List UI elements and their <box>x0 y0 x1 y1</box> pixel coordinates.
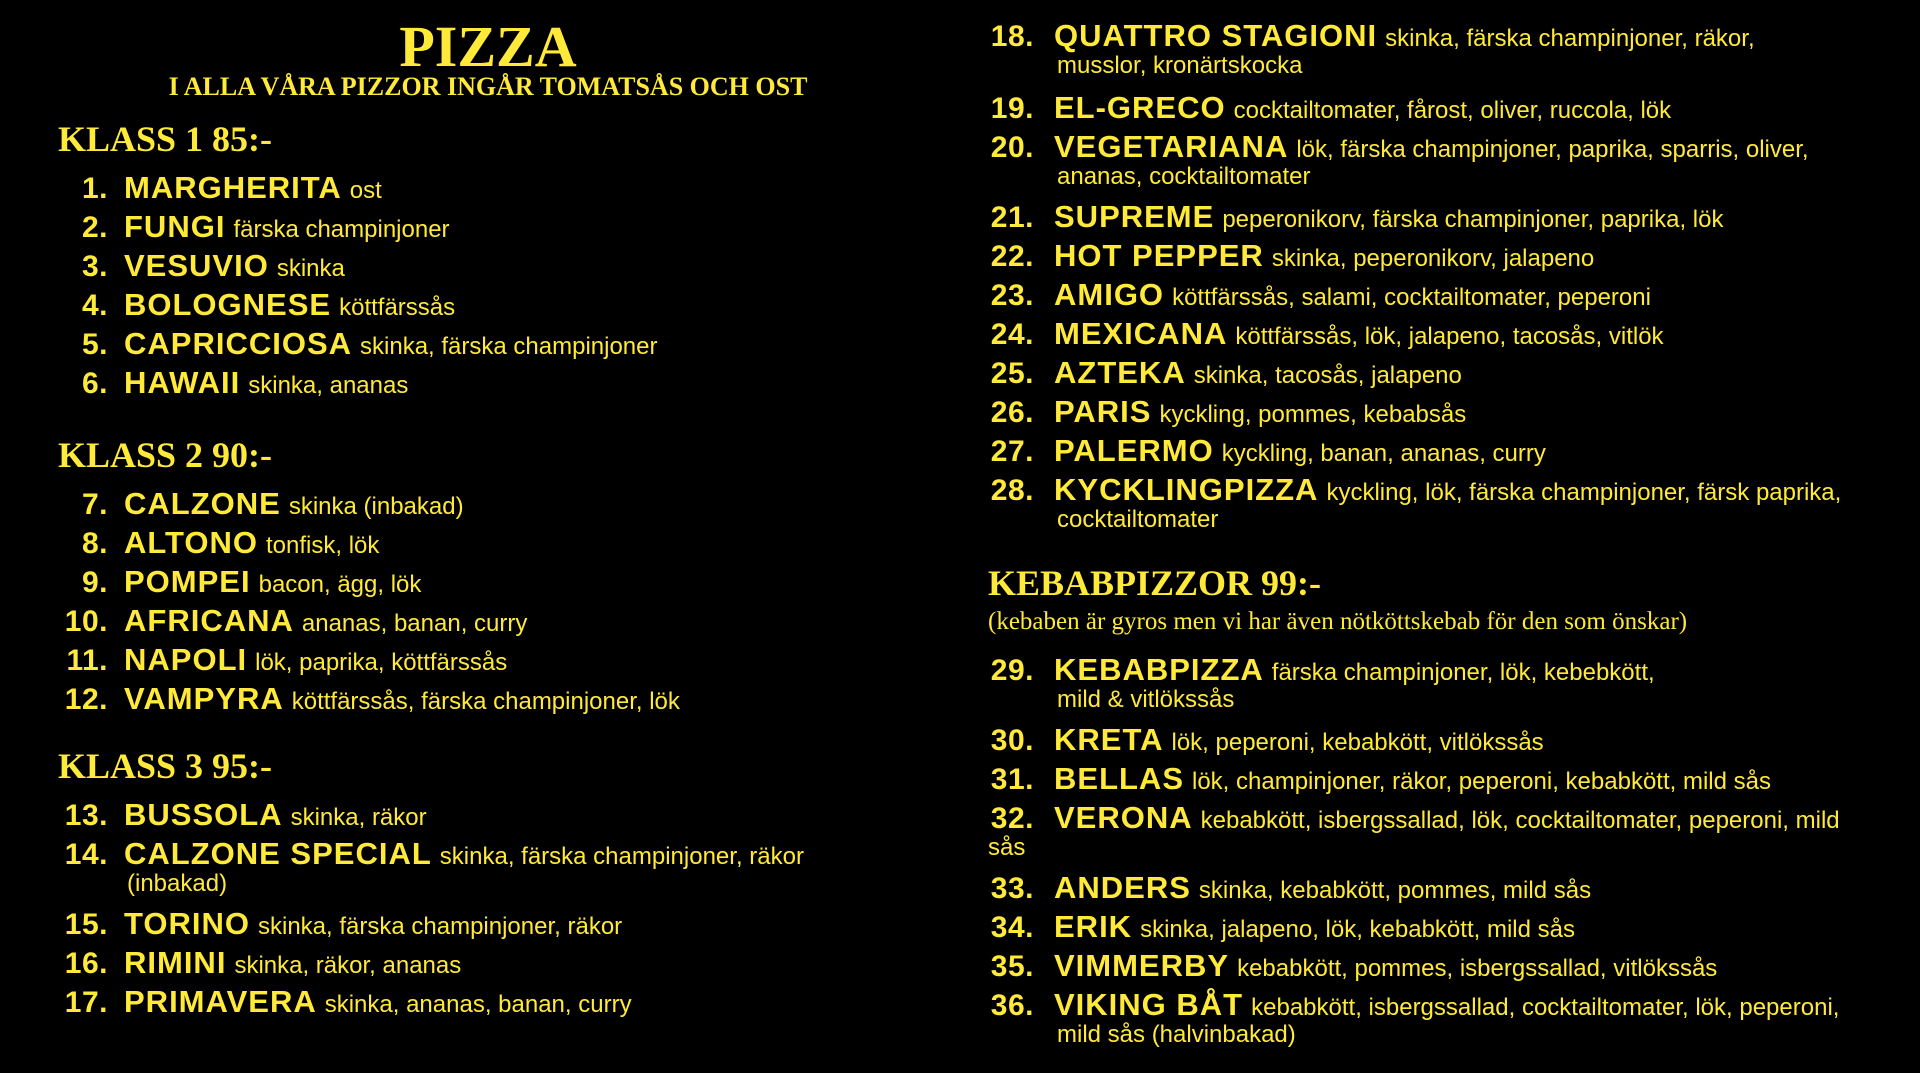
item-ingredients: kyckling, banan, ananas, curry <box>1221 440 1546 467</box>
item-name: HOT PEPPER <box>1054 238 1264 273</box>
item-number: 4. <box>81 289 108 322</box>
item-name: BUSSOLA <box>124 797 283 832</box>
menu-item <box>988 909 1575 945</box>
item-number: 6. <box>81 367 108 400</box>
item-name: SUPREME <box>1054 199 1215 234</box>
item-number: 36. <box>990 989 1034 1022</box>
item-name: MARGHERITA <box>124 170 342 205</box>
menu-item <box>988 18 1755 80</box>
item-number: 34. <box>990 911 1034 944</box>
item-name: BOLOGNESE <box>124 287 332 322</box>
item-number: 35. <box>990 950 1034 983</box>
item-ingredients-continued: mild sås (halvinbakad) <box>1057 1021 1296 1048</box>
menu-item <box>58 525 379 561</box>
item-ingredients: köttfärssås <box>339 294 456 321</box>
menu-item <box>988 800 1840 862</box>
item-number: 1. <box>81 172 108 205</box>
item-number: 32. <box>990 802 1034 835</box>
menu-item <box>988 238 1594 274</box>
menu-item <box>58 906 622 942</box>
menu-item <box>58 287 455 323</box>
item-number: 27. <box>990 435 1034 468</box>
item-name: QUATTRO STAGIONI <box>1054 18 1378 53</box>
item-ingredients: skinka, färska champinjoner, räkor <box>258 913 623 940</box>
item-ingredients: färska champinjoner, lök, kebebkött, <box>1271 659 1655 686</box>
item-ingredients: lök, färska champinjoner, paprika, sparris, oliver, <box>1296 136 1809 163</box>
item-number: 11. <box>66 644 108 677</box>
item-ingredients-continued: musslor, kronärtskocka <box>1057 52 1303 79</box>
item-ingredients: skinka, färska champinjoner, räkor <box>439 843 804 870</box>
item-number: 19. <box>990 92 1034 125</box>
item-ingredients: lök, champinjoner, räkor, peperoni, kebabkött, mild sås <box>1192 768 1771 795</box>
menu-item <box>58 945 461 981</box>
menu-subtitle: I ALLA VÅRA PIZZOR INGÅR TOMATSÅS OCH OST <box>168 72 808 101</box>
item-ingredients: kyckling, pommes, kebabsås <box>1159 401 1467 428</box>
item-ingredients: skinka, färska champinjoner, räkor, <box>1385 25 1755 52</box>
item-number: 14. <box>64 838 108 871</box>
menu-item <box>988 277 1651 313</box>
item-name: BELLAS <box>1054 761 1184 796</box>
item-ingredients: skinka (inbakad) <box>288 493 464 520</box>
menu-item <box>988 761 1771 797</box>
klass3-heading: KLASS 3 95:- <box>58 746 273 786</box>
item-number: 31. <box>990 763 1034 796</box>
item-number: 33. <box>990 872 1034 905</box>
menu-item <box>988 90 1671 126</box>
item-number: 24. <box>990 318 1034 351</box>
klass1-heading: KLASS 1 85:- <box>58 119 273 159</box>
item-name: VESUVIO <box>124 248 269 283</box>
item-name: ERIK <box>1054 909 1133 944</box>
item-number: 25. <box>990 357 1034 390</box>
item-number: 5. <box>81 328 108 361</box>
item-ingredients: cocktailtomater, fårost, oliver, ruccola, lök <box>1233 97 1672 124</box>
item-number: 17. <box>64 986 108 1019</box>
item-number: 20. <box>990 131 1034 164</box>
item-ingredients: ananas, banan, curry <box>301 610 528 637</box>
item-ingredients-continued: mild & vitlökssås <box>1057 686 1235 713</box>
item-name: AMIGO <box>1054 277 1165 312</box>
item-ingredients: ost <box>349 177 382 204</box>
item-ingredients: kyckling, lök, färska champinjoner, färsk paprika, <box>1326 479 1842 506</box>
item-name: AFRICANA <box>124 603 294 638</box>
item-name: VIKING BÅT <box>1054 987 1244 1022</box>
menu-item <box>58 642 507 678</box>
item-name: PRIMAVERA <box>124 984 317 1019</box>
menu-title: PIZZA <box>399 14 577 79</box>
item-number: 10. <box>64 605 108 638</box>
menu-item <box>58 209 450 245</box>
item-number: 28. <box>990 474 1034 507</box>
item-ingredients: köttfärssås, salami, cocktailtomater, peperoni <box>1172 284 1651 311</box>
item-name: VIMMERBY <box>1054 948 1230 983</box>
menu-item <box>988 316 1664 352</box>
item-name: NAPOLI <box>124 642 248 677</box>
menu-item <box>58 681 680 717</box>
menu-item <box>58 486 464 522</box>
menu-item <box>988 722 1544 758</box>
menu-item <box>988 129 1809 191</box>
item-name: KYCKLINGPIZZA <box>1054 472 1319 507</box>
item-number: 30. <box>990 724 1034 757</box>
item-name: VERONA <box>1054 800 1193 835</box>
item-number: 9. <box>81 566 108 599</box>
menu-item <box>58 248 345 284</box>
item-ingredients-continued: cocktailtomater <box>1057 506 1219 533</box>
item-number: 26. <box>990 396 1034 429</box>
item-ingredients: köttfärssås, färska champinjoner, lök <box>291 688 680 715</box>
item-number: 15. <box>64 908 108 941</box>
menu-item <box>58 984 632 1020</box>
item-ingredients: färska champinjoner <box>233 216 450 243</box>
item-name: AZTEKA <box>1054 355 1186 390</box>
item-name: VEGETARIANA <box>1054 129 1289 164</box>
menu-item <box>58 170 382 206</box>
menu-item <box>58 365 408 401</box>
item-number: 3. <box>81 250 108 283</box>
item-ingredients: skinka, jalapeno, lök, kebabkött, mild sås <box>1140 916 1575 943</box>
menu-item <box>58 603 527 639</box>
kebab-heading: KEBABPIZZOR 99:- <box>988 563 1322 603</box>
item-ingredients: köttfärssås, lök, jalapeno, tacosås, vitlök <box>1235 323 1664 350</box>
item-name: CALZONE SPECIAL <box>124 836 432 871</box>
item-name: FUNGI <box>124 209 226 244</box>
item-number: 29. <box>990 654 1034 687</box>
item-name: HAWAII <box>124 365 241 400</box>
menu-item <box>58 326 657 362</box>
item-ingredients: skinka, ananas <box>248 372 409 399</box>
item-name: VAMPYRA <box>124 681 284 716</box>
item-number: 13. <box>64 799 108 832</box>
item-number: 2. <box>81 211 108 244</box>
menu-item <box>58 564 421 600</box>
item-name: PARIS <box>1054 394 1152 429</box>
item-ingredients: kebabkött, isbergssallad, lök, cocktailtomater, peperoni, mild <box>1200 807 1840 834</box>
item-name: CAPRICCIOSA <box>124 326 353 361</box>
item-ingredients: tonfisk, lök <box>266 532 380 559</box>
item-ingredients: lök, peperoni, kebabkött, vitlökssås <box>1171 729 1544 756</box>
menu-item <box>988 472 1841 534</box>
item-name: KEBABPIZZA <box>1054 652 1264 687</box>
item-number: 8. <box>81 527 108 560</box>
item-ingredients: skinka <box>276 255 345 282</box>
item-ingredients: skinka, färska champinjoner <box>360 333 658 360</box>
menu-item <box>988 199 1723 235</box>
item-name: PALERMO <box>1054 433 1214 468</box>
item-ingredients: lök, paprika, köttfärssås <box>255 649 508 676</box>
menu-item <box>988 870 1591 906</box>
item-ingredients: skinka, tacosås, jalapeno <box>1193 362 1462 389</box>
item-ingredients: skinka, räkor <box>290 804 427 831</box>
item-ingredients-continued: sås <box>988 834 1026 861</box>
item-number: 18. <box>990 20 1034 53</box>
klass2-heading: KLASS 2 90:- <box>58 435 273 475</box>
item-ingredients: skinka, räkor, ananas <box>234 952 462 979</box>
item-name: RIMINI <box>124 945 227 980</box>
item-number: 16. <box>64 947 108 980</box>
menu-item <box>988 987 1839 1049</box>
item-number: 12. <box>64 683 108 716</box>
kebab-note: (kebaben är gyros men vi har även nötköttskebab för den som önskar) <box>988 608 1688 635</box>
item-number: 7. <box>81 488 108 521</box>
item-ingredients-continued: (inbakad) <box>127 870 228 897</box>
menu-item <box>988 394 1466 430</box>
menu-item <box>988 355 1462 391</box>
menu-item <box>988 433 1546 469</box>
item-name: POMPEI <box>124 564 251 599</box>
item-ingredients-continued: ananas, cocktailtomater <box>1057 163 1311 190</box>
item-number: 23. <box>990 279 1034 312</box>
menu-item <box>58 836 804 898</box>
item-name: MEXICANA <box>1054 316 1228 351</box>
item-ingredients: skinka, ananas, banan, curry <box>324 991 632 1018</box>
item-ingredients: skinka, peperonikorv, jalapeno <box>1271 245 1595 272</box>
item-ingredients: peperonikorv, färska champinjoner, paprika, lök <box>1222 206 1724 233</box>
item-name: CALZONE <box>124 486 281 521</box>
menu-item <box>988 948 1717 984</box>
item-name: TORINO <box>124 906 250 941</box>
item-ingredients: skinka, kebabkött, pommes, mild sås <box>1198 877 1592 904</box>
item-name: KRETA <box>1054 722 1164 757</box>
item-number: 21. <box>990 201 1034 234</box>
item-number: 22. <box>990 240 1034 273</box>
item-name: EL-GRECO <box>1054 90 1226 125</box>
item-name: ALTONO <box>124 525 259 560</box>
menu-item <box>988 652 1655 714</box>
menu-item <box>58 797 427 833</box>
item-name: ANDERS <box>1054 870 1191 905</box>
item-ingredients: kebabkött, pommes, isbergssallad, vitlökssås <box>1237 955 1718 982</box>
item-ingredients: bacon, ägg, lök <box>258 571 422 598</box>
item-ingredients: kebabkött, isbergssallad, cocktailtomater, lök, peperoni, <box>1251 994 1840 1021</box>
